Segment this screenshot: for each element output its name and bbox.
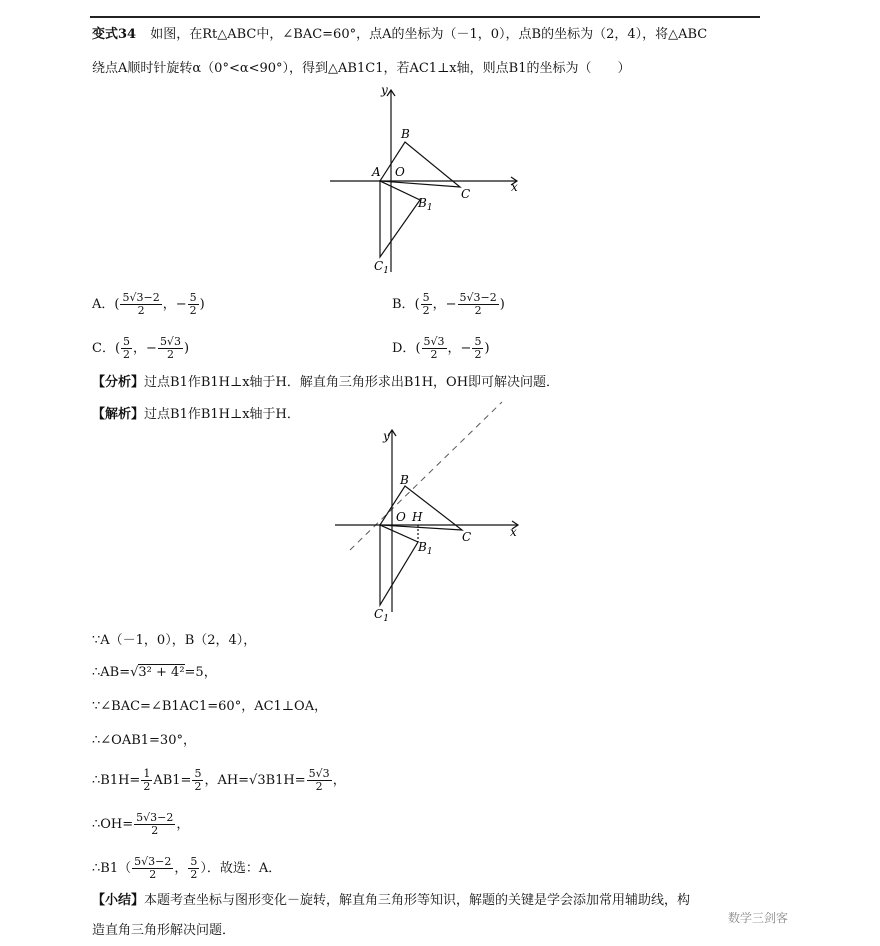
option-a-frac1: $\frac{5√3-2}{2}$ xyxy=(122,291,160,317)
fig2-h-label: H xyxy=(412,510,423,524)
problem-text-2: 绕点A顺时针旋转α（0°<α<90°），得到△AB1C1，若AC1⊥x轴，则点B1的坐标为（ ） xyxy=(92,61,631,76)
summary-line-2: 造直角三角形解决问题． xyxy=(92,923,236,938)
option-c-frac1: $\frac{5}{2}$ xyxy=(123,335,131,361)
option-a-tag: A． xyxy=(92,297,115,312)
figure-1 xyxy=(325,82,525,282)
step-5: ∴B1H= $\frac{1}{2}$ AB1= $\frac{5}{2}$ ，AH=√3B1H= $\frac{5√3}{2}$ ， xyxy=(92,767,346,793)
option-b-frac1: $\frac{5}{2}$ xyxy=(422,291,430,317)
fig2-c1-label: $C_1$ xyxy=(374,607,389,624)
fig2-o-label: O xyxy=(396,510,406,524)
problem-line-1 xyxy=(92,26,707,44)
option-a-frac2: $\frac{5}{2}$ xyxy=(189,291,197,317)
problem-text-1: 如图，在Rt△ABC中，∠BAC=60°，点A的坐标为（－1，0），点B的坐标为（2，4），将△ABC xyxy=(150,27,708,42)
triangle-abc xyxy=(380,142,460,187)
option-d-frac2: $\frac{5}{2}$ xyxy=(474,335,482,361)
summary-label: 【小结】 xyxy=(92,893,145,908)
fig1-b1-label: $B_1$ xyxy=(418,196,433,213)
solution-line xyxy=(92,406,300,424)
option-a: A．( $\frac{5√3-2}{2}$ ，− $\frac{5}{2}$ ) xyxy=(92,291,205,317)
solution-text: 过点B1作B1H⊥x轴于H． xyxy=(144,407,300,422)
problem-label: 变式34 xyxy=(92,27,137,42)
analysis-text: 过点B1作B1H⊥x轴于H．解直角三角形求出B1H，OH即可解决问题． xyxy=(144,375,560,390)
fig2-c-label: C xyxy=(462,530,472,544)
figure-2 xyxy=(330,400,530,625)
option-c-frac2: $\frac{5√3}{2}$ xyxy=(159,335,181,361)
fig2-y-label: y xyxy=(383,429,390,443)
option-b-frac2: $\frac{5√3-2}{2}$ xyxy=(459,291,497,317)
fig2-triangle-ab1c1 xyxy=(380,525,418,605)
fig2-b1-label: $B_1$ xyxy=(418,540,433,557)
summary-text-1: 本题考查坐标与图形变化－旋转，解直角三角形等知识，解题的关键是学会添加常用辅助线，构 xyxy=(144,893,691,908)
analysis-label: 【分析】 xyxy=(92,375,145,390)
fig1-o-label: O xyxy=(395,165,405,179)
top-rule xyxy=(90,16,760,18)
fig1-c-label: C xyxy=(461,187,471,201)
option-d: D．( $\frac{5√3}{2}$ ，− $\frac{5}{2}$ ) xyxy=(392,335,490,361)
fig1-b-label: B xyxy=(401,127,410,141)
option-d-frac1: $\frac{5√3}{2}$ xyxy=(423,335,445,361)
watermark: 数学三剑客 xyxy=(727,911,788,925)
step-3: ∵∠BAC=∠B1AC1=60°，AC1⊥OA， xyxy=(92,699,328,714)
summary-line-1 xyxy=(92,892,690,910)
step-2: ∴AB=√3² + 4²=5， xyxy=(92,665,217,680)
option-b-tag: B． xyxy=(392,297,415,312)
fig1-y-label: y xyxy=(381,83,388,97)
step-6: ∴OH= $\frac{5√3-2}{2}$ ， xyxy=(92,811,190,837)
step-4: ∴∠OAB1=30°， xyxy=(92,733,196,748)
fig1-a-label: A xyxy=(372,165,381,179)
analysis-line xyxy=(92,374,559,392)
fig2-x-label: x xyxy=(510,525,517,539)
option-c-tag: C． xyxy=(92,341,115,356)
step-7: ∴B1（ $\frac{5√3-2}{2}$ ， $\frac{5}{2}$ ）．故选：A． xyxy=(92,855,282,881)
option-d-tag: D． xyxy=(392,341,416,356)
fig2-b-label: B xyxy=(400,473,409,487)
step-1: ∵A（－1，0），B（2，4）， xyxy=(92,633,257,648)
fig1-c1-label: $C_1$ xyxy=(374,259,389,276)
option-c: C．( $\frac{5}{2}$ ，− $\frac{5√3}{2}$ ) xyxy=(92,335,190,361)
option-b: B．( $\frac{5}{2}$ ，− $\frac{5√3-2}{2}$ ) xyxy=(392,291,505,317)
triangle-ab1c1 xyxy=(380,181,420,257)
fig1-x-label: x xyxy=(511,180,518,194)
problem-line-2 xyxy=(92,60,630,78)
solution-label: 【解析】 xyxy=(92,407,145,422)
